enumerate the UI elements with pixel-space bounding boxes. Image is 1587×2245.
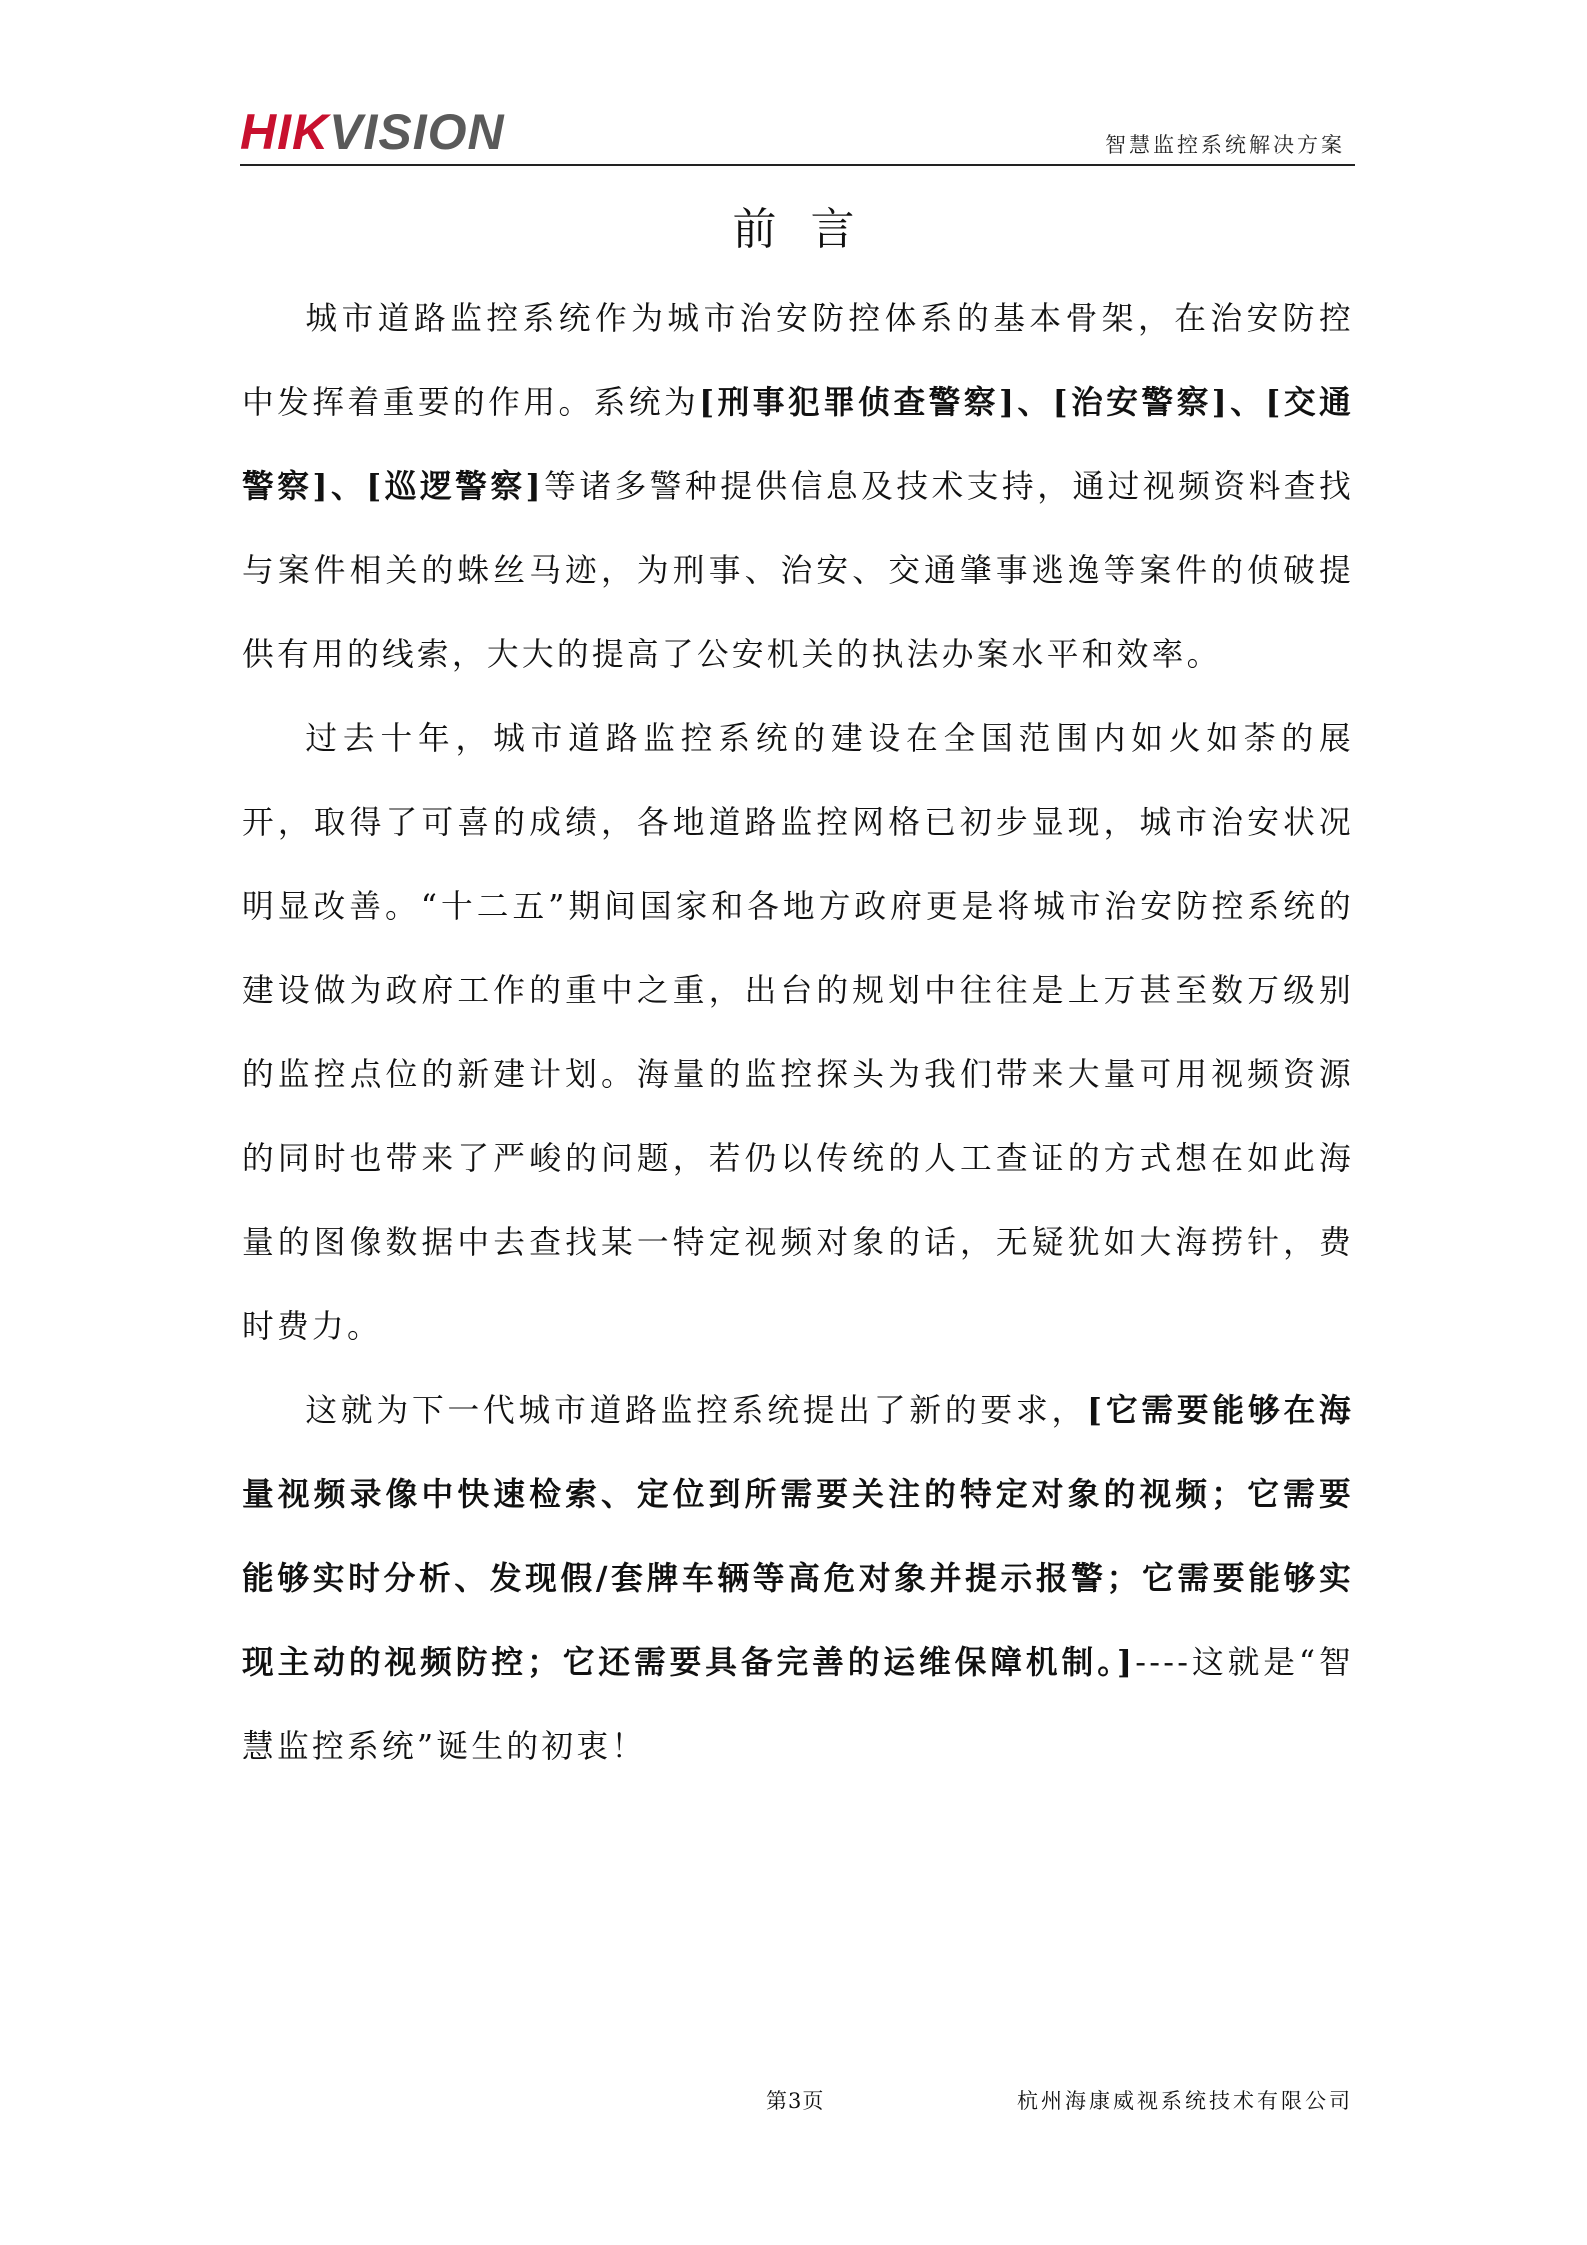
logo-hik-text: HIK [240, 104, 330, 160]
company-name: 杭州海康威视系统技术有限公司 [1017, 2089, 1353, 2113]
bold-text-run: [它需要能够在海量视频录像中快速检索、定位到所需要关注的特定对象的视频；它需要能够实时分析、发现假/套牌车辆等高危对象并提示报警；它需要能够实现主动的视频防控；它还需要具备完善的运维保障机制。] [242, 1392, 1354, 1681]
page-footer [240, 2085, 1355, 2125]
paragraph [242, 697, 1354, 1369]
text-run: 这就为下一代城市道路监控系统提出了新的要求， [305, 1393, 1087, 1429]
paragraph [242, 1369, 1354, 1789]
text-run: 等诸多警种提供信息及技术支持，通过视频资料查找与案件相关的蛛丝马迹，为刑事、治安、交通肇事逃逸等案件的侦破提供有用的线索，大大的提高了公安机关的执法办案水平和效率。 [242, 469, 1354, 673]
paragraph [242, 277, 1354, 697]
page-header [240, 106, 1355, 166]
body-text [242, 277, 1354, 1789]
text-run: 城市道路监控系统作为城市治安防控体系的基本骨架，在治安防控中发挥着重要的作用。系统为 [242, 301, 1354, 421]
page-title: 前言 [732, 204, 889, 255]
page-number: 第3页 [766, 2089, 825, 2113]
bold-text-run: [刑事犯罪侦查警察]、[治安警察]、[交通警察]、[巡逻警察] [242, 384, 1355, 505]
document-title: 智慧监控系统解决方案 [1105, 133, 1345, 157]
text-run: ----这就是“智慧监控系统”诞生的初衷！ [242, 1645, 1354, 1765]
logo-vision-text: VISION [329, 104, 505, 160]
hikvision-logo [240, 106, 505, 158]
text-run: 过去十年，城市道路监控系统的建设在全国范围内如火如荼的展开，取得了可喜的成绩，各地道路监控网格已初步显现，城市治安状况明显改善。“十二五”期间国家和各地方政府更是将城市治安防控系统的建设做为政府工作的重中之重，出台的规划中往往是上万甚至数万级别的监控点位的新建计划。海量的监控探头为我们带来大量可用视频资源的同时也带来了严峻的问题，若仍以传统的人工查证的方式想在如此海量的图像数据中去查找某一特定视频对象的话，无疑犹如大海捞针，费时费力。 [242, 721, 1354, 1345]
